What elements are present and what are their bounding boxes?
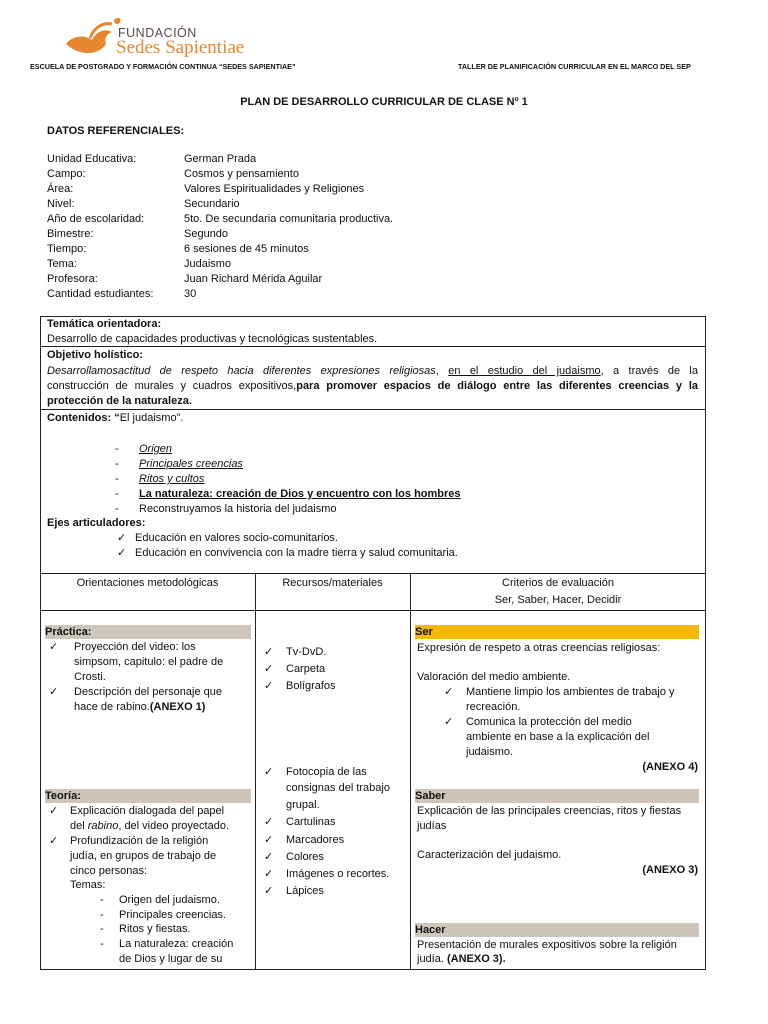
contenidos-label-text: Contenidos: “	[47, 412, 120, 424]
recurso-text: Bolígrafos	[286, 680, 336, 692]
teoria-text: judía, en grupos de trabajo de	[70, 850, 217, 862]
datos-value: Juan Richard Mérida Aguilar	[184, 273, 323, 285]
col-header-criterios-sub: Ser, Saber, Hacer, Decidir	[494, 594, 622, 606]
recurso-item	[264, 867, 389, 882]
recurso-text: consignas del trabajo	[286, 782, 390, 794]
datos-label: Bimestre:	[47, 228, 94, 240]
objetivo-line-2	[47, 379, 698, 394]
recurso-text: Cartulinas	[286, 816, 336, 828]
objetivo-line-3: protección de la naturaleza.	[47, 395, 192, 407]
practica-label: Práctica:	[45, 625, 251, 639]
ejes-label: Ejes articuladores:	[47, 517, 146, 529]
ser-text: judaismo.	[466, 746, 514, 758]
teoria-text: , del video proyectado.	[118, 820, 230, 832]
datos-row	[47, 183, 364, 198]
datos-label: Tiempo:	[47, 243, 87, 255]
practica-text: Proyección del video: los	[74, 641, 196, 653]
datos-value: Segundo	[184, 228, 229, 240]
tematica-text: Desarrollo de capacidades productivas y tecnológicas sustentables.	[47, 333, 378, 345]
datos-row	[47, 228, 228, 243]
tema-item: - La naturaleza: creación	[100, 938, 234, 950]
tema-text: La naturaleza: creación	[119, 938, 234, 950]
col-header-recursos: Recursos/materiales	[282, 577, 383, 589]
teoria-text: cinco personas:	[70, 865, 148, 877]
checkmark-icon: ✓	[264, 663, 274, 675]
ser-label: Ser	[415, 625, 699, 639]
tema-text: Origen del judaismo.	[119, 894, 220, 906]
eje-text: Educación en convivencia con la madre tierra y salud comunitaria.	[135, 547, 458, 559]
recurso-item	[264, 833, 344, 848]
contenido-item: - Ritos y cultos	[115, 473, 205, 485]
datos-value: 6 sesiones de 45 minutos	[184, 243, 309, 255]
eje-item	[117, 531, 338, 546]
divider	[40, 573, 706, 574]
contenidos-end: ”.	[176, 412, 184, 424]
practica-text: Crosti.	[74, 671, 106, 683]
checkmark-icon: ✓	[49, 686, 59, 698]
recurso-item	[264, 645, 326, 660]
document-title: PLAN DE DESARROLLO CURRICULAR DE CLASE Nº 1	[240, 96, 528, 108]
hacer-line	[417, 952, 506, 967]
eje-text: Educación en valores socio-comunitarios.	[135, 532, 338, 544]
checkmark-icon: ✓	[264, 834, 274, 846]
anexo-ref: (ANEXO 1)	[149, 701, 206, 713]
checkmark-icon: ✓	[49, 835, 59, 847]
datos-row	[47, 243, 309, 258]
datos-value: Judaismo	[184, 258, 232, 270]
ser-text: Valoración del medio ambiente.	[417, 671, 571, 683]
practica-line	[74, 700, 205, 715]
tema-item: - Ritos y fiestas.	[100, 923, 191, 935]
brand-name-bottom: Sedes Sapientiae	[116, 37, 245, 58]
saber-text: Caracterización del judaismo.	[417, 849, 562, 861]
objetivo-text: ,	[435, 365, 449, 377]
ser-text: Mantiene limpio los ambientes de trabajo y	[466, 686, 675, 698]
anexo-ref: (ANEXO 3).	[446, 953, 506, 965]
saber-label: Saber	[415, 789, 699, 803]
header-workshop: TALLER DE PLANIFICACIÓN CURRICULAR EN EL MARCO DEL SEP	[458, 62, 691, 71]
checkmark-icon: ✓	[117, 532, 127, 544]
checkmark-icon: ✓	[117, 547, 127, 559]
datos-value: 5to. De secundaria comunitaria productiva.	[184, 213, 394, 225]
checkmark-icon: ✓	[264, 680, 274, 692]
checkmark-icon: ✓	[264, 646, 274, 658]
teoria-text: Profundización de la religión	[70, 835, 209, 847]
checkmark-icon: ✓	[264, 766, 274, 778]
datos-label: Profesora:	[47, 273, 98, 285]
checkmark-icon: ✓	[49, 641, 59, 653]
tema-item: - Principales creencias.	[100, 909, 226, 921]
datos-row	[47, 213, 393, 228]
checkmark-icon: ✓	[444, 686, 454, 698]
datos-value: Secundario	[184, 198, 240, 210]
contenido-item: - Reconstruyamos la historia del judaismo	[115, 503, 337, 515]
contenido-item: - La naturaleza: creación de Dios y encuentro con los hombres	[115, 488, 461, 500]
column-divider	[410, 573, 411, 970]
contenido-item: - Principales creencias	[115, 458, 243, 470]
recurso-text: Tv-DvD.	[286, 646, 327, 658]
datos-value: Cosmos y pensamiento	[184, 168, 299, 180]
datos-value: German Prada	[184, 153, 257, 165]
recurso-text: grupal.	[286, 799, 320, 811]
datos-heading: DATOS REFERENCIALES:	[47, 125, 185, 137]
checkmark-icon: ✓	[264, 868, 274, 880]
recurso-text: Fotocopia de las	[286, 766, 367, 778]
contenidos-topic: El judaismo	[119, 412, 177, 424]
practica-text: hace de rabino.	[74, 701, 150, 713]
recurso-text: Marcadores	[286, 834, 345, 846]
checkmark-icon: ✓	[264, 885, 274, 897]
saber-text: Explicación de las principales creencias, ritos y fiestas	[417, 805, 682, 817]
teoria-text: Explicación dialogada del papel	[70, 805, 225, 817]
ser-text: Comunica la protección del medio	[466, 716, 632, 728]
col-header-criterios: Criterios de evaluación	[502, 577, 614, 589]
datos-row	[47, 168, 299, 183]
hacer-label: Hacer	[415, 923, 699, 937]
datos-label: Tema:	[47, 258, 77, 270]
col-header-orientaciones: Orientaciones metodológicas	[76, 577, 219, 589]
saber-text: judías	[417, 820, 447, 832]
contenido-text: Origen	[139, 443, 173, 455]
contenido-text: Ritos y cultos	[139, 473, 205, 485]
teoria-temas: Temas:	[70, 879, 106, 891]
recurso-text: Colores	[286, 851, 324, 863]
tema-text: de Dios y lugar de su	[119, 953, 223, 965]
datos-label: Unidad Educativa:	[47, 153, 137, 165]
checkmark-icon: ✓	[49, 805, 59, 817]
recurso-item	[264, 679, 336, 694]
recurso-text: Carpeta	[286, 663, 326, 675]
datos-label: Cantidad estudiantes:	[47, 288, 154, 300]
objetivo-text: en el estudio del judaismo	[448, 365, 601, 377]
contenido-text: La naturaleza: creación de Dios y encuentro con los hombres	[139, 488, 461, 500]
ser-text: Expresión de respeto a otras creencias religiosas:	[417, 642, 661, 654]
tema-text: Principales creencias.	[119, 909, 226, 921]
checkmark-icon: ✓	[264, 851, 274, 863]
contenido-text: Reconstruyamos la historia del judaismo	[139, 503, 337, 515]
tematica-label: Temática orientadora:	[47, 318, 162, 330]
datos-row	[47, 273, 322, 288]
datos-value: Valores Espiritualidades y Religiones	[184, 183, 365, 195]
datos-label: Área:	[47, 183, 74, 195]
divider	[40, 610, 706, 611]
teoria-text: rabino	[87, 820, 119, 832]
recurso-text: Lápices	[286, 885, 324, 897]
datos-row	[47, 198, 240, 213]
datos-row	[47, 288, 196, 303]
ser-text: recreación.	[466, 701, 521, 713]
checkmark-icon: ✓	[264, 816, 274, 828]
objetivo-label: Objetivo holístico:	[47, 349, 143, 361]
brand-name-top: FUNDACIÓN	[118, 26, 197, 40]
objetivo-text: construcción de murales y cuadros expositivos,	[47, 380, 297, 392]
teoria-label: Teoría:	[45, 789, 251, 803]
objetivo-text: Desarrollamosactitud de respeto hacia diferentes expresiones religiosas	[47, 365, 436, 377]
contenido-item: - Origen	[115, 443, 173, 455]
hacer-text: judía.	[417, 953, 447, 965]
recurso-item	[264, 815, 336, 830]
datos-value: 30	[184, 288, 197, 300]
ser-text: ambiente en base a la explicación del	[466, 731, 650, 743]
tema-item: - Origen del judaismo.	[100, 894, 220, 906]
objetivo-text: para promover espacios de diálogo entre las diferentes creencias y la	[296, 380, 699, 392]
eje-item	[117, 546, 458, 561]
objetivo-text: , a través de la	[600, 365, 698, 377]
practica-text: simpsom, capitulo: el padre de	[74, 656, 224, 668]
hacer-text: Presentación de murales expositivos sobre la religión	[417, 939, 677, 951]
anexo-ref: (ANEXO 4)	[642, 761, 698, 773]
datos-label: Nivel:	[47, 198, 75, 210]
datos-row	[47, 258, 231, 273]
anexo-ref: (ANEXO 3)	[642, 864, 698, 876]
contenidos-label	[47, 411, 183, 426]
checkmark-icon: ✓	[444, 716, 454, 728]
recurso-text: Imágenes o recortes.	[286, 868, 390, 880]
tema-text: Ritos y fiestas.	[119, 923, 191, 935]
recurso-item	[264, 850, 324, 865]
datos-row	[47, 153, 256, 168]
divider	[40, 409, 706, 410]
datos-label: Año de escolaridad:	[47, 213, 145, 225]
practica-text: Descripción del personaje que	[74, 686, 222, 698]
column-divider	[255, 573, 256, 970]
recurso-item	[264, 662, 325, 677]
recurso-item	[264, 884, 324, 899]
contenido-text: Principales creencias	[139, 458, 243, 470]
header-school: ESCUELA DE POSTGRADO Y FORMACIÓN CONTINUA “SEDES SAPIENTIAE”	[30, 62, 296, 71]
teoria-line	[70, 819, 229, 834]
teoria-text: del	[70, 820, 88, 832]
objetivo-line-1	[47, 364, 698, 379]
datos-label: Campo:	[47, 168, 86, 180]
